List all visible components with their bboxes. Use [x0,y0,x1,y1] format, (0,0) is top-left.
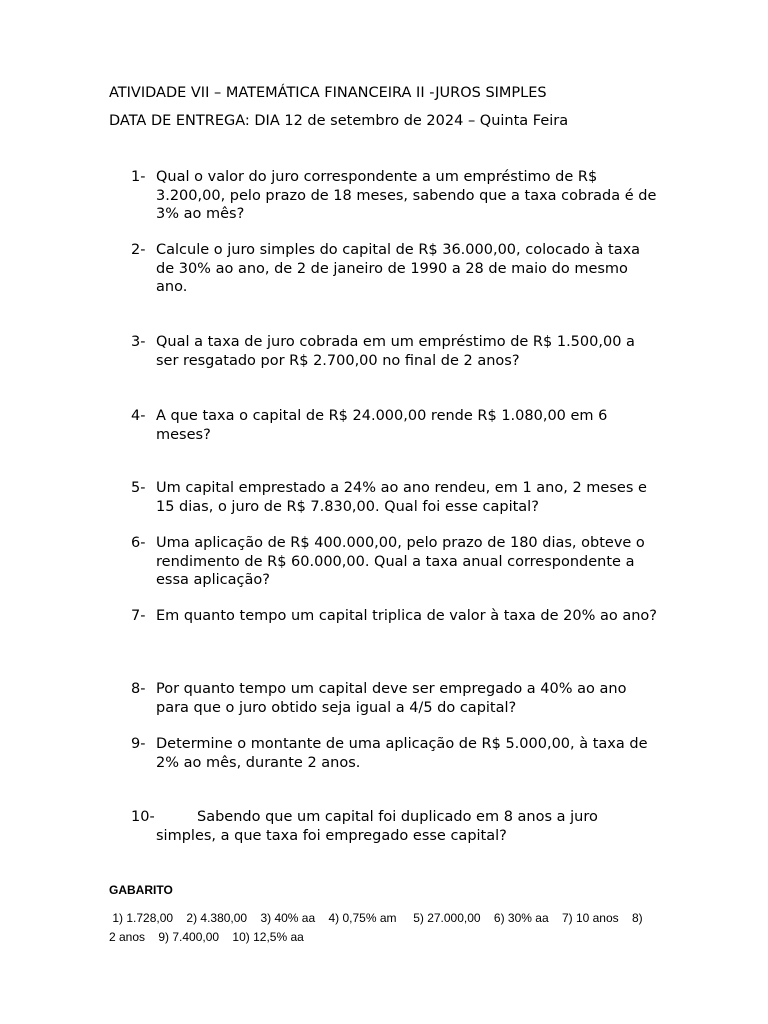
question-item [131,479,661,516]
question-text: Por quanto tempo um capital deve ser empregado a 40% ao ano para que o juro obtido seja igual a 4/5 do capital? [156,681,627,716]
activity-title: ATIVIDADE VII – MATEMÁTICA FINANCEIRA II -JUROS SIMPLES [109,85,547,101]
question-text: Um capital emprestado a 24% ao ano rendeu, em 1 ano, 2 meses e 15 dias, o juro de R$ 7.830,00. Qual foi esse capital? [156,480,647,515]
question-number: 2- [131,242,146,258]
question-text: Em quanto tempo um capital triplica de valor à taxa de 20% ao ano? [156,608,657,624]
question-item [131,168,661,224]
question-item [131,680,661,717]
question-text: Determine o montante de uma aplicação de R$ 5.000,00, à taxa de 2% ao mês, durante 2 anos. [156,736,648,771]
question-number: 1- [131,169,146,185]
question-item [131,333,661,370]
answer-key-list: 1) 1.728,00 2) 4.380,00 3) 40% aa 4) 0,75% am 5) 27.000,00 6) 30% aa 7) 10 anos 8) 2 anos 9) 7.400,00 10) 12,5% aa [109,911,647,944]
answer-key-title: GABARITO [109,883,173,897]
question-text: A que taxa o capital de R$ 24.000,00 rende R$ 1.080,00 em 6 meses? [156,408,608,443]
question-text: Sabendo que um capital foi duplicado em 8 anos a juro simples, a que taxa foi empregado esse capital? [156,809,598,844]
question-number: 10- [131,809,155,825]
question-number: 9- [131,736,146,752]
question-item [131,808,661,845]
question-number: 4- [131,408,146,424]
question-item [131,735,661,772]
question-text: Qual o valor do juro correspondente a um empréstimo de R$ 3.200,00, pelo prazo de 18 meses, sabendo que a taxa cobrada é de 3% ao mês? [156,169,657,222]
question-item [131,241,661,297]
question-number: 8- [131,681,146,697]
question-text: Calcule o juro simples do capital de R$ 36.000,00, colocado à taxa de 30% ao ano, de 2 de janeiro de 1990 a 28 de maio do mesmo ano. [156,242,641,295]
question-item [131,407,661,444]
question-number: 3- [131,334,146,350]
question-text: Uma aplicação de R$ 400.000,00, pelo prazo de 180 dias, obteve o rendimento de R$ 60.000,00. Qual a taxa anual correspondente a essa aplicação? [156,535,645,588]
due-date: DATA DE ENTREGA: DIA 12 de setembro de 2024 – Quinta Feira [109,113,569,129]
question-item [131,607,661,626]
question-number: 7- [131,608,146,624]
question-number: 5- [131,480,146,496]
question-item [131,534,661,590]
question-number: 6- [131,535,146,551]
question-text: Qual a taxa de juro cobrada em um empréstimo de R$ 1.500,00 a ser resgatado por R$ 2.700,00 no final de 2 anos? [156,334,635,369]
